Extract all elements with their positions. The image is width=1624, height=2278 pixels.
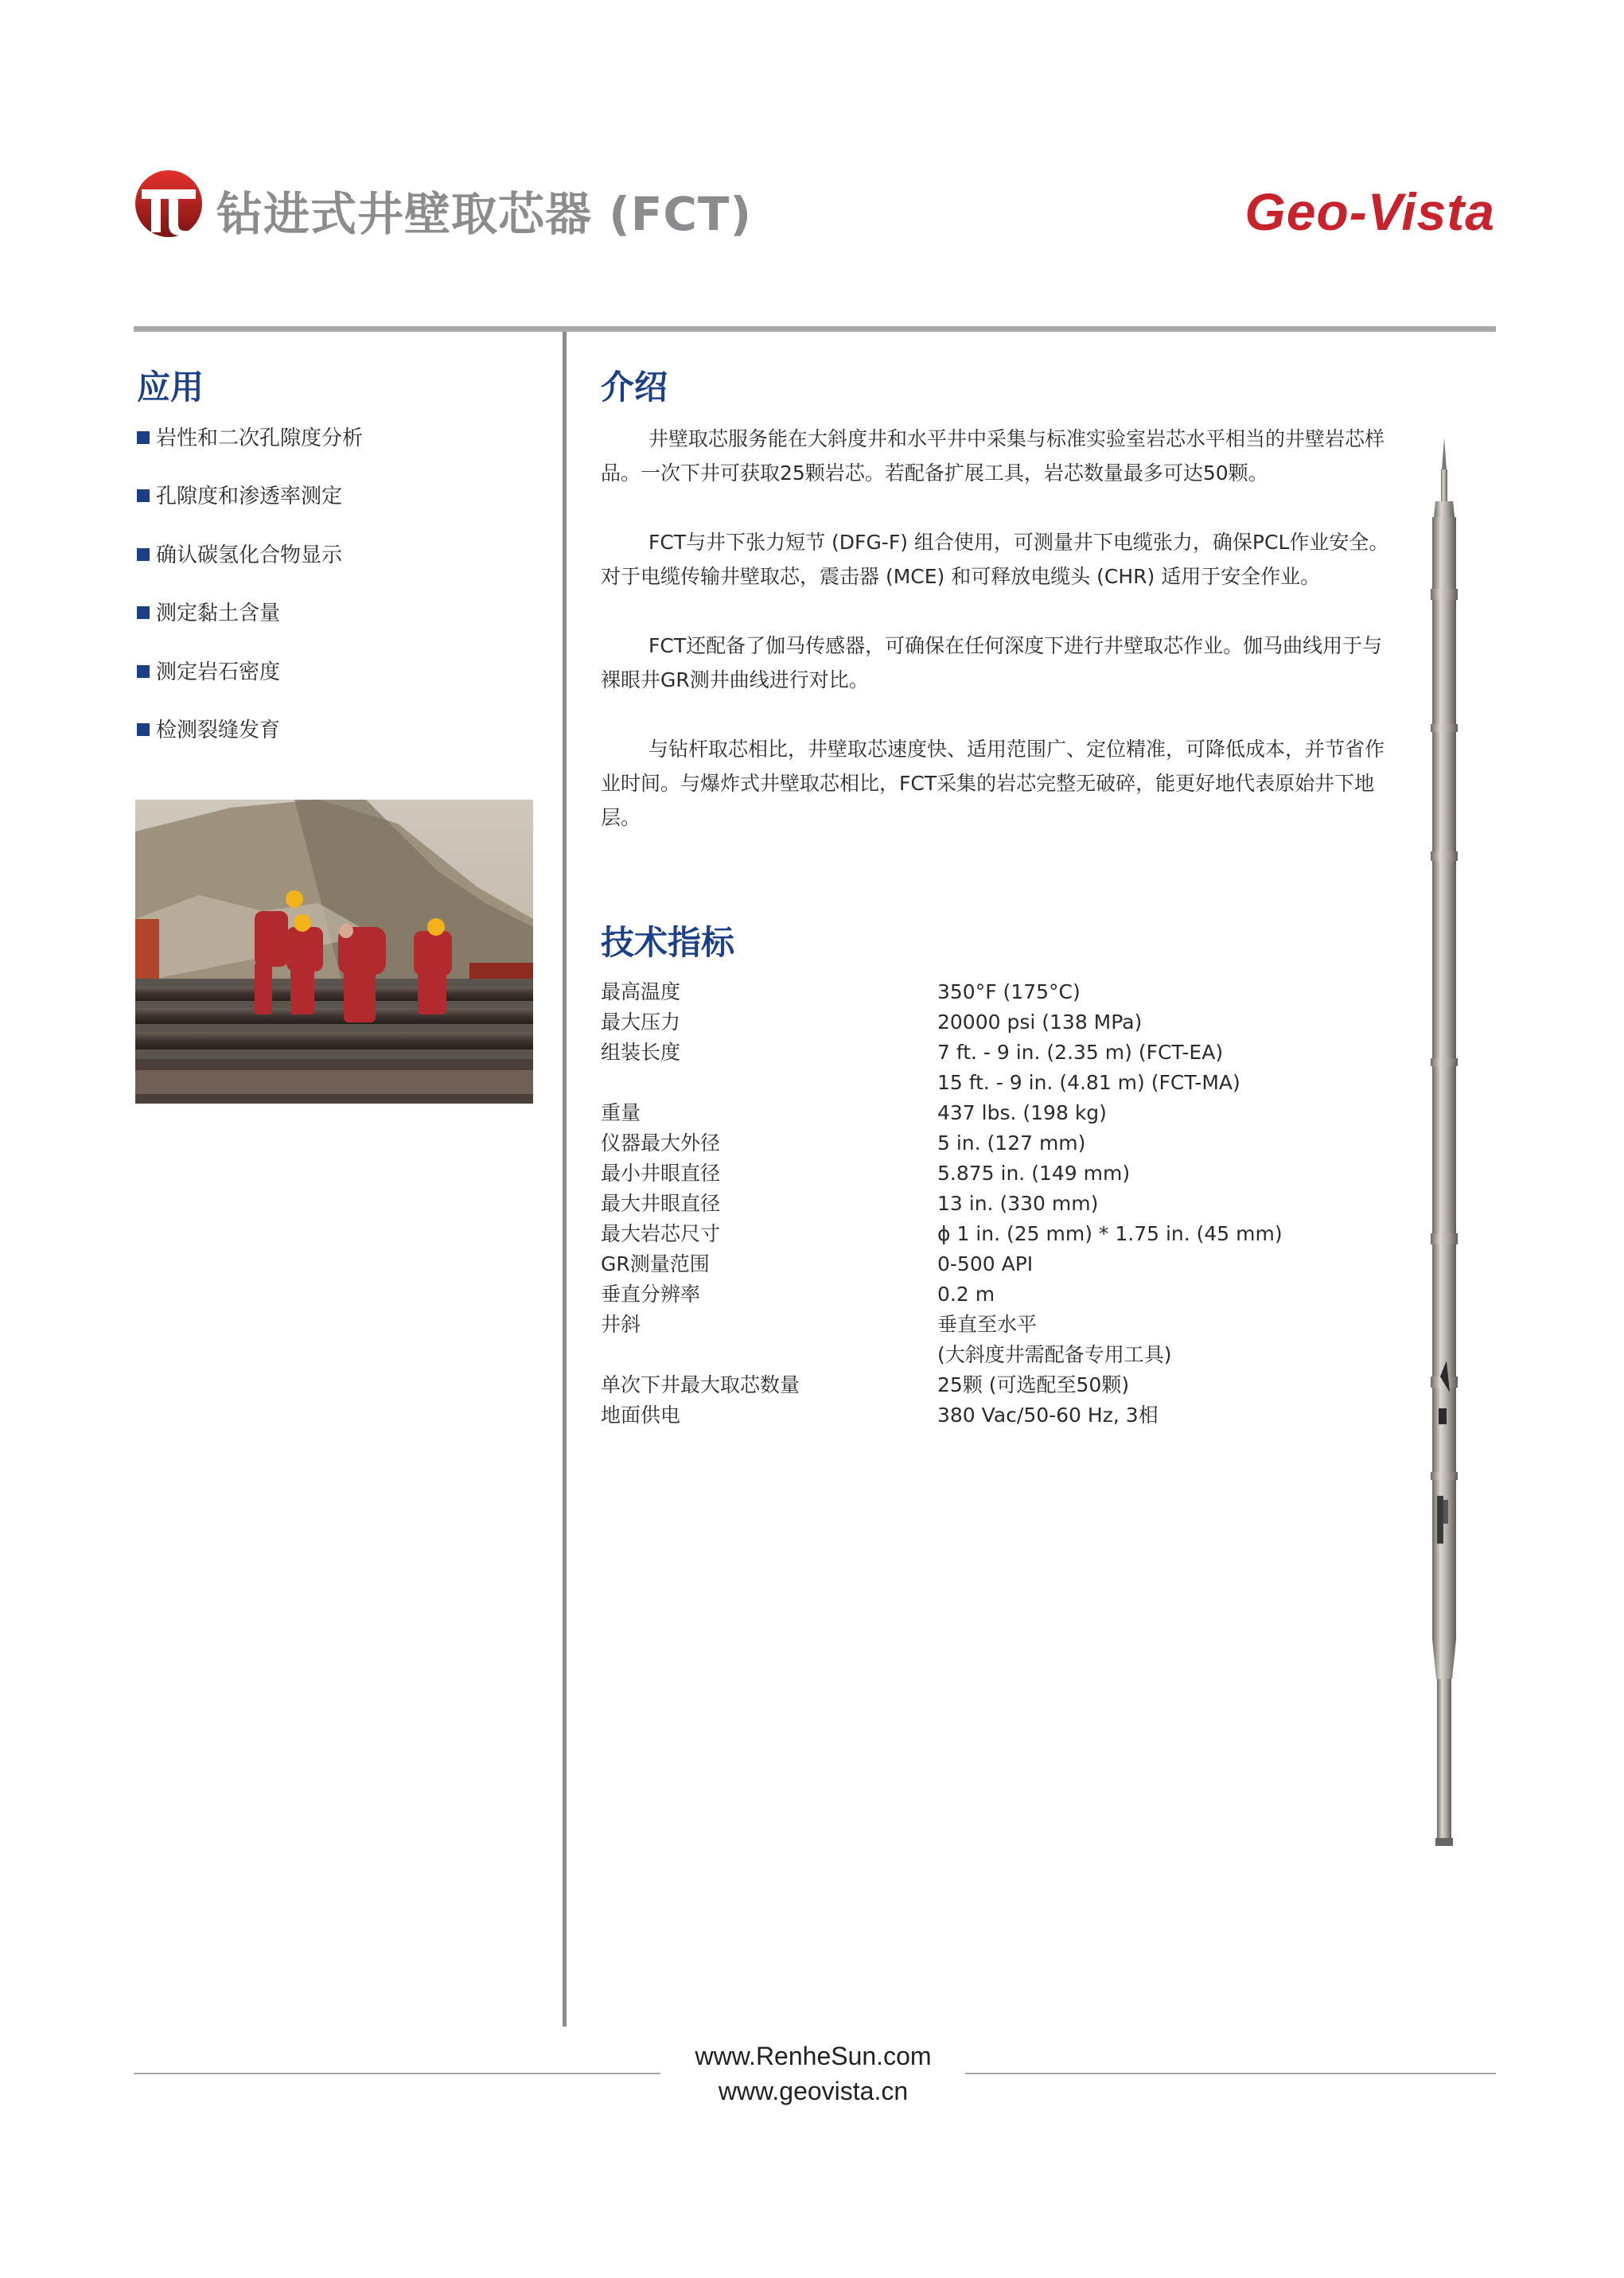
spec-value: 0-500 API — [937, 1252, 1034, 1275]
list-item — [137, 601, 363, 659]
bullet-square-icon — [137, 723, 150, 736]
header-divider — [134, 326, 1496, 332]
table-row — [601, 1340, 1283, 1370]
spec-key: 最小井眼直径 — [601, 1162, 721, 1185]
list-item — [137, 484, 363, 542]
list-item — [137, 426, 363, 484]
intro-paragraph: FCT还配备了伽马传感器，可确保在任何深度下进行井壁取芯作业。伽马曲线用于与裸眼井GR测井曲线进行对比。 — [601, 634, 1383, 691]
spec-key: 最大压力 — [601, 1010, 681, 1034]
spec-key: 组装长度 — [601, 1041, 681, 1064]
coring-tool-illustration — [1408, 438, 1480, 1846]
bullet-square-icon — [137, 665, 150, 678]
list-item-text: 检测裂缝发育 — [156, 718, 281, 742]
spec-key — [601, 1068, 937, 1098]
spec-key: 最大井眼直径 — [601, 1192, 721, 1215]
field-crew-photo — [135, 800, 533, 1104]
table-row — [601, 1279, 1283, 1310]
list-item-text: 孔隙度和渗透率测定 — [156, 485, 343, 509]
table-row — [601, 1007, 1283, 1038]
table-row — [601, 1128, 1283, 1158]
list-item — [137, 718, 363, 776]
document-title: 钻进式井壁取芯器 (FCT) — [216, 187, 752, 241]
spec-value: 7 ft. - 9 in. (2.35 m) (FCT-EA) — [937, 1041, 1224, 1064]
bullet-square-icon — [137, 431, 150, 444]
spec-key: 井斜 — [601, 1313, 641, 1336]
brand-logo: Geo-Vista — [1244, 182, 1495, 241]
spec-value: (大斜度井需配备专用工具) — [937, 1343, 1172, 1366]
specs-table — [601, 977, 1283, 1431]
spec-key: 仪器最大外径 — [601, 1131, 721, 1155]
spec-value: 0.2 m — [937, 1283, 995, 1306]
bullet-square-icon — [137, 489, 150, 502]
intro-heading: 介绍 — [601, 368, 668, 407]
spec-key: 地面供电 — [601, 1404, 681, 1427]
spec-value: 350°F (175°C) — [937, 980, 1081, 1003]
bullet-square-icon — [137, 606, 150, 619]
table-row — [601, 1310, 1283, 1340]
spec-value: 5.875 in. (149 mm) — [937, 1162, 1131, 1185]
spec-value: 20000 psi (138 MPa) — [937, 1010, 1143, 1034]
spec-key: 最大岩芯尺寸 — [601, 1222, 721, 1245]
table-row — [601, 1219, 1283, 1249]
list-item-text: 测定黏土含量 — [156, 602, 281, 626]
applications-heading: 应用 — [137, 368, 204, 407]
footer-divider-right — [965, 2073, 1496, 2074]
table-row — [601, 1068, 1283, 1098]
applications-list — [137, 426, 363, 776]
spec-value: 13 in. (330 mm) — [937, 1192, 1099, 1215]
spec-value: 15 ft. - 9 in. (4.81 m) (FCT-MA) — [937, 1071, 1240, 1094]
spec-key: GR测量范围 — [601, 1252, 710, 1275]
list-item — [137, 660, 363, 718]
spec-key — [601, 1340, 937, 1370]
spec-value: ϕ 1 in. (25 mm) * 1.75 in. (45 mm) — [937, 1222, 1283, 1245]
list-item-text: 确认碳氢化合物显示 — [156, 543, 343, 567]
footer-url-geovista[interactable]: www.geovista.cn — [718, 2077, 909, 2105]
spec-value: 5 in. (127 mm) — [937, 1131, 1086, 1155]
intro-paragraph: FCT与井下张力短节 (DFG-F) 组合使用，可测量井下电缆张力，确保PCL作业安全。对于电缆传输井壁取芯，震击器 (MCE) 和可释放电缆头 (CHR) 适用于安全作业。 — [601, 531, 1389, 588]
table-row — [601, 1038, 1283, 1068]
spec-key: 垂直分辨率 — [601, 1283, 701, 1306]
footer-divider-left — [134, 2073, 660, 2074]
table-row — [601, 1370, 1283, 1400]
company-logo-icon — [134, 169, 204, 239]
spec-value: 25颗 (可选配至50颗) — [937, 1373, 1130, 1396]
list-item — [137, 543, 363, 601]
list-item-text: 岩性和二次孔隙度分析 — [156, 426, 364, 450]
intro-paragraph: 与钻杆取芯相比，井壁取芯速度快、适用范围广、定位精准，可降低成本，并节省作业时间。与爆炸式井壁取芯相比，FCT采集的岩芯完整无破碎，能更好地代表原始井下地层。 — [601, 738, 1385, 829]
footer-url-renhesun[interactable]: www.RenheSun.com — [695, 2042, 932, 2070]
table-row — [601, 1098, 1283, 1128]
spec-key: 最高温度 — [601, 980, 681, 1003]
spec-key: 重量 — [601, 1101, 641, 1124]
table-row — [601, 1400, 1283, 1431]
spec-value: 437 lbs. (198 kg) — [937, 1101, 1107, 1124]
specs-heading: 技术指标 — [601, 923, 735, 962]
column-divider — [563, 332, 567, 2027]
intro-paragraph: 井壁取芯服务能在大斜度井和水平井中采集与标准实验室岩芯水平相当的井壁岩芯样品。一次下井可获取25颗岩芯。若配备扩展工具，岩芯数量最多可达50颗。 — [601, 427, 1385, 485]
spec-value: 垂直至水平 — [937, 1313, 1038, 1336]
intro-body — [601, 422, 1400, 870]
spec-value: 380 Vac/50-60 Hz, 3相 — [937, 1404, 1159, 1427]
bullet-square-icon — [137, 548, 150, 561]
table-row — [601, 1158, 1283, 1189]
table-row — [601, 1189, 1283, 1219]
list-item-text: 测定岩石密度 — [156, 660, 281, 684]
spec-key: 单次下井最大取芯数量 — [601, 1373, 800, 1396]
table-row — [601, 977, 1283, 1007]
table-row — [601, 1249, 1283, 1279]
